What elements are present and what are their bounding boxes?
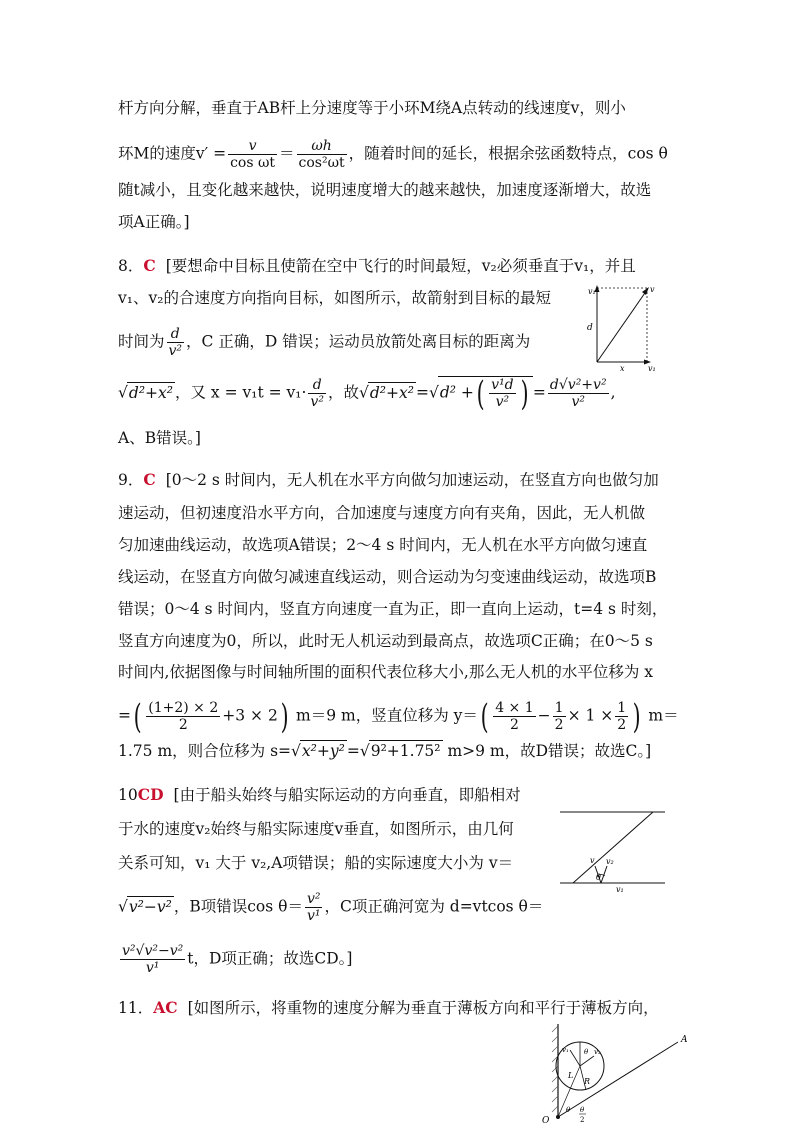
- q11-fig-label-half-n: θ: [580, 1106, 585, 1114]
- q10-line2: 于水的速度v₂始终与船实际速度v垂直，如图所示，由几何: [118, 820, 514, 838]
- q11-fig-label-A: A: [681, 1035, 688, 1045]
- q10-line5: $\frac{\text{v²√v²−v²}}{\text{v¹}}$ t，D项正确；故选CD。]: [122, 943, 353, 976]
- q9-number: 9．: [118, 471, 144, 489]
- p7-line1: 杆方向分解，垂直于AB杆上分速度等于小环M绕A点转动的线速度v，则小: [118, 99, 626, 117]
- q10-number: 10: [118, 786, 138, 804]
- q9-line8: =( $\frac{(1+2) \times 2}{2}$ +3 × 2) m＝9 m，竖直位移为 y＝( $\frac{4 \times 1}{2}$ − $\frac{1}{2}$ × 1 × $\frac{1}{2}$ ) m＝: [118, 696, 679, 737]
- q9-fraction-1: $\frac{(1+2) \times 2}{2}$: [148, 700, 219, 733]
- q8-fig-label-v: v: [650, 285, 655, 294]
- p7-text-a: 环M的速度v′ =: [118, 144, 227, 163]
- q8-fraction-time: $\frac{d}{\text{v²}}$: [168, 326, 183, 359]
- p7-line2: 环M的速度v′ = $\frac{v}{\text{cos ωt}}$ ＝ $\frac{\omega h}{\text{cos²ωt}}$ ，随着时间的延长，根据余弦函数特点，cos θ: [118, 138, 668, 171]
- q10-line3: 关系可知，v₁ 大于 v₂,A项错误；船的实际速度大小为 v＝: [118, 854, 514, 872]
- q9-line1: [118, 470, 659, 490]
- q8-number: 8．: [118, 257, 144, 275]
- q9-answer: C: [143, 470, 156, 489]
- p7-fraction-2: $\frac{\omega h}{\text{cos²ωt}}$: [298, 138, 345, 171]
- q10-text1: [由于船头始终与船实际运动的方向垂直，即船相对: [173, 786, 521, 804]
- q9-line6: 竖直方向速度为0，所以，此时无人机运动到最高点，故选项C正确；在0～5 s: [118, 632, 653, 650]
- q8-sqrt-3: d² +( $\frac{\text{v¹d}}{\text{v²}}$ ): [438, 376, 533, 410]
- q8-fraction-2: $\frac{d}{\text{v²}}$: [310, 377, 324, 410]
- q8-line1: [118, 256, 636, 276]
- q9-fraction-2: $\frac{4 \times 1}{2}$: [495, 700, 534, 733]
- q11-fig-wall-hatch: [552, 1026, 558, 1112]
- q9-sqrt-2: 9²+1.75²: [370, 742, 441, 760]
- q8-line3: [118, 326, 530, 359]
- q11-fig-pivot: [556, 1115, 560, 1119]
- q8-text4b: ，又 x = v₁t = v₁·: [174, 383, 307, 402]
- q11-fig-label-L: L: [568, 1071, 574, 1080]
- q9-fraction-3: $\frac{1}{2}$: [554, 700, 564, 733]
- q11-plate-figure: [538, 1020, 688, 1123]
- q9-text8c: m＝9 m，竖直位移为 y＝: [296, 706, 478, 725]
- q9-line5: 错误；0～4 s 时间内，竖直方向速度一直为正，即一直向上运动，t=4 s 时刻，: [118, 600, 668, 618]
- q10-fig-label-v: v: [590, 856, 595, 865]
- q11-fig-label-theta: θ: [584, 1048, 589, 1056]
- q11-text1: [如图所示，将重物的速度分解为垂直于薄板方向和平行于薄板方向，: [187, 999, 659, 1017]
- q8-fraction-4: $\frac{\text{d√v²+v²}}{\text{v²}}$: [549, 377, 607, 410]
- q8-text4c: ，故: [327, 383, 359, 402]
- q11-fig-v2-vector: [580, 1056, 594, 1066]
- q8-line2: v₁、v₂的合速度方向指向目标，如图所示，故箭射到目标的最短: [118, 289, 551, 307]
- q8-text4h: ,: [610, 383, 616, 402]
- q8-fig-label-x: x: [620, 364, 625, 373]
- q11-fig-v1-vector: [570, 1050, 580, 1066]
- p7-line3: 随t减小，且变化越来越快，说明速度增大的越来越快，加速度逐渐增大，故选: [118, 181, 652, 199]
- q11-line1: [118, 998, 659, 1018]
- q9-line9: 1.75 m，则合位移为 s=√x²+y² =√9²+1.75² m>9 m，故D错误；故选C。]: [118, 742, 652, 760]
- p7-fraction-1: $\frac{v}{\text{cos ωt}}$: [230, 138, 276, 171]
- q9-line7: 时间内,依据图像与时间轴所围的面积代表位移大小,那么无人机的水平位移为 x: [118, 663, 654, 681]
- q8-text4e: =: [415, 383, 429, 402]
- q8-line5: A、B错误。]: [118, 429, 201, 447]
- q8-fig-label-v1b: v₁: [648, 364, 656, 373]
- q8-fig-v-diagonal: [597, 290, 647, 362]
- q10-fig-label-theta: θ: [596, 873, 601, 882]
- q8-sqrt-2: d²+x²: [369, 383, 414, 402]
- q9-line3: 匀加速曲线运动，故选项A错误；2～4 s 时间内，无人机在水平方向做匀速直: [118, 536, 648, 554]
- p7-text-b: ，随着时间的延长，根据余弦函数特点，cos θ: [348, 144, 668, 163]
- q8-fig-label-v1: v₁: [588, 287, 596, 296]
- q9-line2: 速运动，但初速度沿水平方向，合加速度与速度方向有夹角，因此，无人机做: [118, 504, 646, 522]
- q8-text3a: 时间为: [118, 332, 165, 351]
- q8-line4: √d²+x² ，又 x = v₁t = v₁· $\frac{d}{\text{v²}}$ ，故√d²+x² =√d² +( $\frac{\text{v¹d}}{\text{v²}}$ ) = $\frac{\text{d√v²+v²}}{\text{v²}}$ ,: [118, 373, 616, 414]
- q8-sqrt-1: d²+x²: [128, 383, 173, 402]
- q11-fig-label-half-d: 2: [580, 1116, 585, 1123]
- q10-line1: [118, 785, 521, 805]
- q11-answer: AC: [153, 998, 178, 1017]
- q11-fig-label-O: O: [542, 1116, 550, 1123]
- q10-fig-path-line: [573, 812, 653, 883]
- q11-fig-plate: [558, 1042, 678, 1117]
- q9-line4: 线运动，在竖直方向做匀减速直线运动，则合运动为匀变速曲线运动，故选项B: [118, 568, 657, 586]
- q10-fraction-2: $\frac{\text{v²√v²−v²}}{\text{v¹}}$: [122, 943, 184, 976]
- q10-fraction-1: $\frac{\text{v²}}{\text{v¹}}$: [306, 891, 321, 924]
- p7-line4: 项A正确。]: [118, 213, 190, 231]
- q8-text1: [要想命中目标且使箭在空中飞行的时间最短，v₂必须垂直于v₁，并且: [165, 257, 636, 275]
- q9-fraction-4: $\frac{1}{2}$: [617, 700, 627, 733]
- q8-text4g: =: [532, 383, 546, 402]
- q10-line4: √v²−v² ，B项错误cos θ＝ $\frac{\text{v²}}{\text{v¹}}$ ，C项正确河宽为 d=vtcos θ＝: [118, 891, 544, 924]
- q10-boat-figure: [555, 806, 670, 896]
- q10-sqrt-1: v²−v²: [128, 897, 172, 916]
- q9-sqrt-1: x²+y²: [301, 742, 345, 760]
- q10-fig-label-v1: v₁: [616, 885, 624, 894]
- q10-answer: CD: [137, 785, 164, 804]
- q11-number: 11．: [118, 999, 154, 1017]
- q11-fig-label-theta2: θ: [566, 1106, 571, 1114]
- q11-fig-label-v1: v₁: [562, 1046, 569, 1054]
- q8-fig-label-d: d: [587, 323, 593, 333]
- q10-fig-label-v2: v₂: [606, 857, 614, 866]
- q9-text1: [0～2 s 时间内，无人机在水平方向做匀加速运动，在竖直方向也做匀加: [165, 471, 659, 489]
- q8-answer: C: [143, 256, 156, 275]
- q8-text3b: ，C 正确，D 错误；运动员放箭处离目标的距离为: [186, 332, 531, 351]
- q11-fig-label-v2: v₂: [594, 1048, 601, 1056]
- q11-fig-label-R: R: [584, 1077, 591, 1086]
- q8-velocity-figure: [584, 282, 664, 374]
